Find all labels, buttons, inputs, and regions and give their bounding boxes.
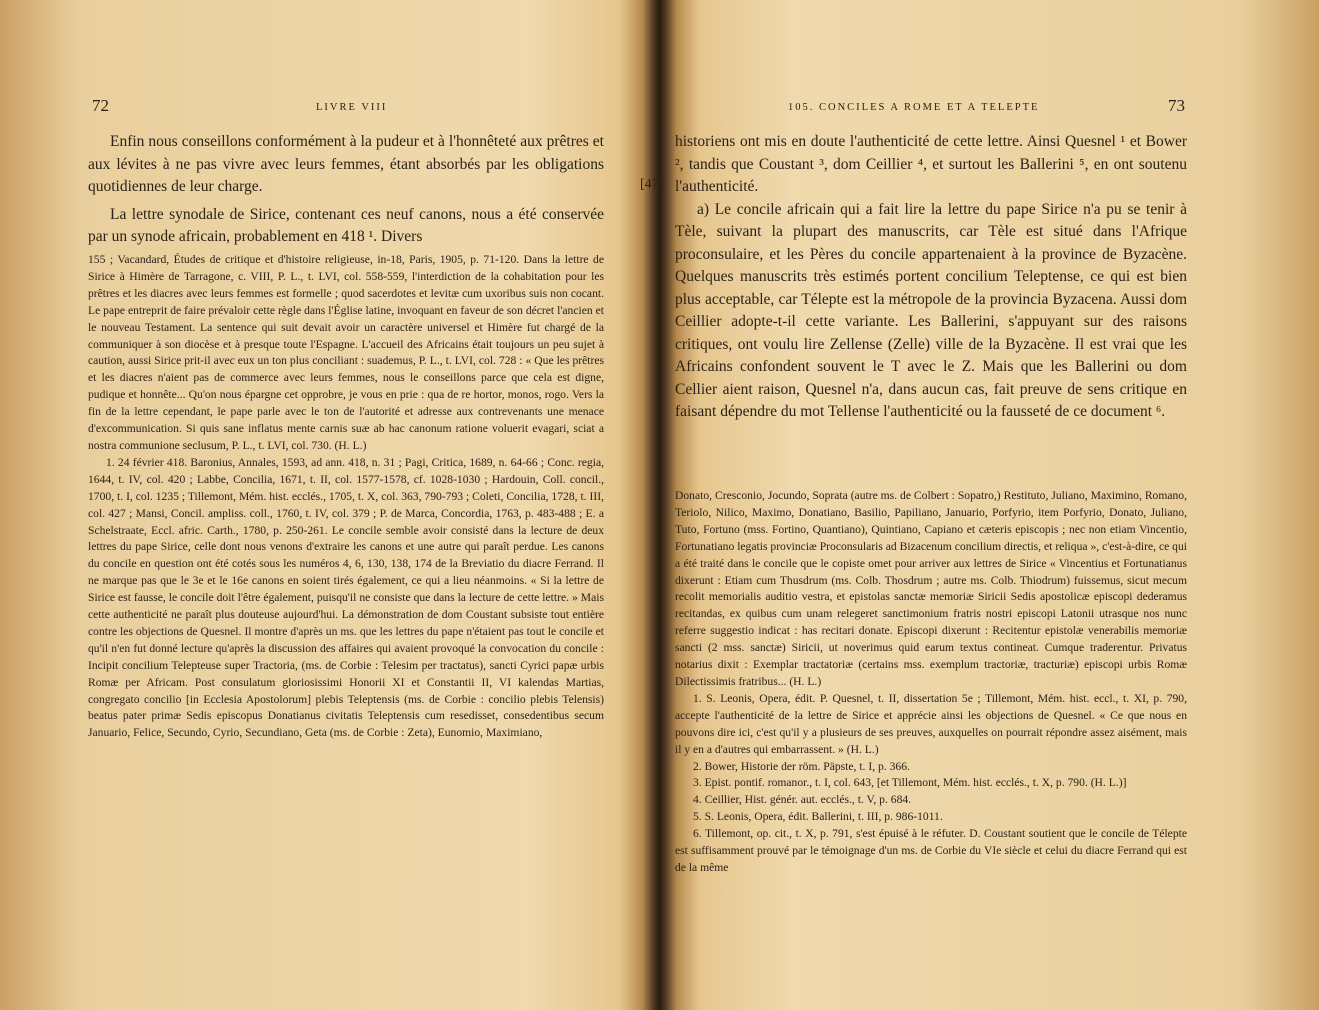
main-text: [88, 131, 604, 249]
running-head: LIVRE VIII: [316, 102, 388, 113]
footnotes: [88, 252, 604, 742]
footnotes: [675, 488, 1187, 877]
footnote: 3. Epist. pontif. romanor., t. I, col. 643, [et Tillemont, Mém. hist. ecclés., t. X, p. 790. (H. L.)]: [693, 776, 1127, 790]
paragraph: a) Le concile africain qui a fait lire la lettre du pape Sirice n'a pu se tenir à Tèle, suivant la plupart des manuscrits, car Tèle est situé dans l'Afrique proconsulaire, et les Pères du concile appartenaient à la province de Byzacène. Quelques manuscrits très estimés portent concilium Teleptense, ce qui est bien plus acceptable, car Télepte est la métropole de la provincia Byzacena. Aussi dom Ceillier adopte-t-il cette variante. Les Ballerini, s'appuyant sur des raisons critiques, ont voulu lire Zellense (Zelle) ville de la Byzacène. Il est vrai que les Africains confondent souvent le T avec le Z. Mais que les Ballerini ou dom Cellier aient raison, Quesnel n'a, dans aucun cas, fait preuve de sens critique en faisant dépendre du mot Tellense l'authenticité ou la fausseté de ce document ⁶.: [675, 200, 1187, 420]
running-head: 105. CONCILES A ROME ET A TELEPTE: [788, 102, 1040, 113]
footnote: 2. Bower, Historie der röm. Päpste, t. I, p. 366.: [693, 759, 910, 773]
right-page: [640, 0, 1319, 1010]
paragraph: Enfin nous conseillons conformément à la pudeur et à l'honnêteté aux prêtres et aux lévites à ne pas vivre avec leurs femmes, étant absorbés par les obligations quotidiennes de leur charge.: [88, 133, 604, 195]
footnote: 4. Ceillier, Hist. génér. aut. ecclés., t. V, p. 684.: [693, 793, 912, 807]
footnote-continuation: 155 ; Vacandard, Études de critique et d'histoire religieuse, in-18, Paris, 1905, p. 71-120. Dans la lettre de Sirice à Himère de Tarragone, c. VIII, P. L., t. LVI, col. 558-559, l'interdiction de la cohabitation pour les prêtres et les diacres avec leurs femmes est formelle ; quod sacerdotes et levitæ cum uxoribus suis non cocant. Le pape entreprit de faire prévaloir cette règle dans l'Église latine, invoquant en faveur de son décret l'ancien et le nouveau Testament. La sentence qui suit devait avoir un caractère universel et Himère fut chargé de la communiquer à son diocèse et à presque toute l'Espagne. L'accueil des Africains était toujours un peu sujet à caution, aussi Sirice prit-il avec eux un ton plus conciliant : suademus, P. L., t. LVI, col. 728 : « Que les prêtres et les diacres n'aient pas de commerce avec leurs femmes, nous le conseillons parce que cela est digne, pudique et honnête... Qu'on nous épargne cet opprobre, je vous en prie : qua de re hortor, monos, rogo. Vers la fin de la lettre cependant, le pape parle avec le ton de l'autorité et adresse aux contrevenants une menace d'excommunication. Si quis sane inflatus mente carnis suæ ab hac canonum ratione voluerit evagari, sciat a nostra communione seclusum, P. L., t. LVI, col. 730. (H. L.): [88, 253, 604, 452]
page-number: 73: [1168, 96, 1185, 115]
left-page: [0, 0, 640, 1010]
paragraph: historiens ont mis en doute l'authenticité de cette lettre. Ainsi Quesnel ¹ et Bower ², tandis que Coustant ³, dom Ceillier ⁴, et surtout les Ballerini ⁵, en ont soutenu l'authenticité.: [675, 133, 1187, 195]
page-number: 72: [92, 96, 109, 115]
footnote-continuation: Donato, Cresconio, Jocundo, Soprata (autre ms. de Colbert : Sopatro,) Restituto, Juliano, Maximino, Romano, Teriolo, Nilico, Maximo, Donatiano, Basilio, Papiliano, Januario, Porfyrio, item Porfyrio, Donato, Juliano, Tuto, Fortuno (mss. Fortino, Quantiano), Quintiano, Capiano et cæteris episcopis ; nec non etiam Vincentio, Fortunatiano legatis provinciæ Proconsularis ad Bizacenum concilium directis, et reliqua », c'est-à-dire, ce qui a été traité dans le concile que le copiste omet pour arriver aux lettres de Sirice « Vincentius et Fortunatianus dixerunt : Etiam cum Thusdrum (ms. Colb. Thosdrum ; autre ms. Colb. Thiodrum) fuissemus, sicut mecum recolit memorialis auditio vestra, et epistolas sanctæ memoriæ Siricii Sedis apostolicæ episcopi dederamus recitandas, ex quibus cum unam relegeret sanctimonium fratris nostri episcopi Latonii utrasque nos nunc referre suggestio indicat : has recitari donate. Episcopi dixerunt : Recitentur epistolæ venerabilis memoriæ sancti (2 mss. sanctæ) Siricii, ut noverimus quid earum textus contineat. Cumque traderentur. Privatus notarius dixit : Exemplar tractatoriæ (certains mss. exemplum tractoriæ, tracturiæ) episcopi urbis Romæ Dilectissimis fratribus... (H. L.): [675, 489, 1187, 688]
footnote: 1. 24 février 418. Baronius, Annales, 1593, ad ann. 418, n. 31 ; Pagi, Critica, 1689, n. 64-66 ; Conc. regia, 1644, t. IV, col. 420 ; Labbe, Concilia, 1671, t. II, col. 1577-1578, cf. 1028-1030 ; Hardouin, Coll. concil., 1700, t. I, col. 1235 ; Tillemont, Mém. hist. ecclés., 1705, t. X, col. 363, 790-793 ; Coleti, Concilia, 1728, t. III, col. 427 ; Mansi, Concil. ampliss. coll., 1760, t. IV, col. 379 ; P. de Marca, Concordia, 1763, p. 483-488 ; E. a Schelstraate, Eccl. afric. Carth., 1780, p. 250-261. Le concile semble avoir consisté dans la lecture de deux lettres du pape Sirice, celle dont nous venons d'extraire les canons et une autre qui paraît perdue. Les canons du concile en question ont été cotés sous les numéros 4, 6, 130, 138, 174 de la Breviatio du diacre Ferrand. Il ne marque pas que le 3e et le 16e canons en soient tirés également, ce qui a lieu néanmoins. « Si la lettre de Sirice est fausse, le concile doit l'être également, puisqu'il ne consiste que dans la lecture de cette lettre. » Mais cette authenticité ne paraît plus douteuse aujourd'hui. La démonstration de dom Coustant subsiste tout entière contre les objections de Quesnel. Il montre d'après un ms. que les lettres du pape n'étaient pas tout le concile et qu'il n'en fut donné lecture qu'après la discussion des affaires qui avaient provoqué la convocation du concile : Incipit concilium Telepteuse super Tractoria, (ms. de Corbie : Telesim per tractatus), sancti Cyrici papæ urbis Romæ per Africam. Post consulatum gloriosissimi Honorii XI et Constantii II, VI kalendas Martias, congregato concilio [in Ecclesia Apostolorum] plebis Teleptensis (ms. de Corbie : concilio plebis Telensis) beatus pater primæ Sedis episcopus Donatianus civitatis Teleptensis cum resedisset, consedentibus secum Januario, Felice, Secundo, Cyrio, Secundiano, Geta (ms. de Corbie : Zeta), Eunomio, Maximiano,: [88, 455, 604, 740]
footnote: 1. S. Leonis, Opera, édit. P. Quesnel, t. II, dissertation 5e ; Tillemont, Mém. hist. eccl., t. XI, p. 790, accepte l'authenticité de la lettre de Sirice et apprécie ainsi les objections de Quesnel. « Ce que nous en pouvons dire ici, c'est qu'il y a plusieurs de ses preuves, auxquelles on pourrait répondre assez aisément, mais il y en a d'autres qui embarrassent. » (H. L.): [675, 691, 1187, 756]
footnote: 5. S. Leonis, Opera, édit. Ballerini, t. III, p. 986-1011.: [693, 810, 943, 824]
footnote: 6. Tillemont, op. cit., t. X, p. 791, s'est épuisé à le réfuter. D. Coustant soutient que le concile de Télepte est suffisamment prouvé par le témoignage d'un ms. de Corbie du VIe siècle et celui du diacre Ferrand qui est de la même: [675, 827, 1187, 874]
paragraph: La lettre synodale de Sirice, contenant ces neuf canons, nous a été conservée par un synode africain, probablement en 418 ¹. Divers: [88, 205, 604, 245]
main-text: [675, 131, 1187, 424]
margin-mark: [47]: [640, 177, 664, 192]
